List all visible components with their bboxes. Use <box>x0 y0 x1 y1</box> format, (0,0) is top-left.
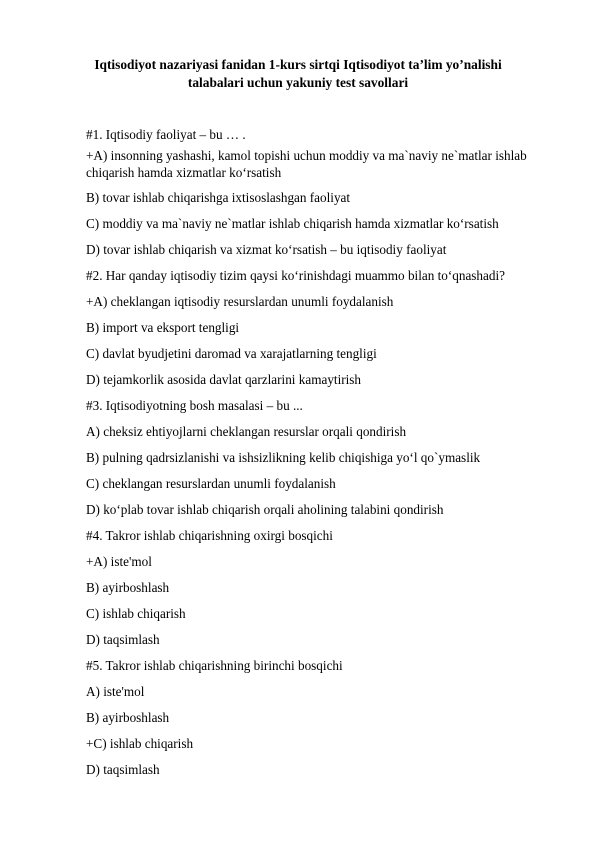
question-1-option-b: B) tovar ishlab chiqarishga ixtisoslashgan faoliyat <box>86 190 351 205</box>
question-5-option-a: A) iste'mol <box>86 684 145 699</box>
question-4-option-a: +A) iste'mol <box>86 554 152 569</box>
question-5-option-c: +C) ishlab chiqarish <box>86 736 194 751</box>
question-3-text: #3. Iqtisodiyotning bosh masalasi – bu ... <box>86 398 303 413</box>
document-title <box>60 56 536 92</box>
question-2-option-b: B) import va eksport tengligi <box>86 320 240 335</box>
question-1-option-d: D) tovar ishlab chiqarish va xizmat ko‘rsatish – bu iqtisodiy faoliyat <box>86 242 447 257</box>
question-3-option-a: A) cheksiz ehtiyojlarni cheklangan resurslar orqali qondirish <box>86 424 407 439</box>
question-5-option-b: B) ayirboshlash <box>86 710 170 725</box>
option-a-line-2: chiqarish hamda xizmatlar ko‘rsatish <box>86 165 282 180</box>
question-1-option-a <box>86 147 556 181</box>
question-1-text: #1. Iqtisodiy faoliyat – bu … . <box>86 127 246 142</box>
question-5-option-d: D) taqsimlash <box>86 762 160 777</box>
title-line-2: talabalari uchun yakuniy test savollari <box>187 75 409 90</box>
question-2-option-c: C) davlat byudjetini daromad va xarajatlarning tengligi <box>86 346 377 361</box>
question-4-option-d: D) taqsimlash <box>86 632 160 647</box>
questions-list <box>86 125 556 786</box>
question-5-text: #5. Takror ishlab chiqarishning birinchi bosqichi <box>86 658 343 673</box>
question-2-option-d: D) tejamkorlik asosida davlat qarzlarini kamaytirish <box>86 372 362 387</box>
question-3-option-c: C) cheklangan resurslardan unumli foydalanish <box>86 476 336 491</box>
question-2-option-a: +A) cheklangan iqtisodiy resurslardan unumli foydalanish <box>86 294 394 309</box>
question-3-option-b: B) pulning qadrsizlanishi va ishsizlikning kelib chiqishiga yo‘l qo`ymaslik <box>86 450 481 465</box>
question-3-option-d: D) ko‘plab tovar ishlab chiqarish orqali aholining talabini qondirish <box>86 502 444 517</box>
question-4-text: #4. Takror ishlab chiqarishning oxirgi bosqichi <box>86 528 333 543</box>
question-1-option-c: C) moddiy va ma`naviy ne`matlar ishlab chiqarish hamda xizmatlar ko‘rsatish <box>86 216 499 231</box>
title-line-1: Iqtisodiyot nazariyasi fanidan 1-kurs sirtqi Iqtisodiyot ta’lim yo’nalishi <box>94 57 502 72</box>
question-4-option-b: B) ayirboshlash <box>86 580 170 595</box>
question-2-text: #2. Har qanday iqtisodiy tizim qaysi ko‘rinishdagi muammo bilan to‘qnashadi? <box>86 268 505 283</box>
question-4-option-c: C) ishlab chiqarish <box>86 606 186 621</box>
option-a-line-1: +A) insonning yashashi, kamol topishi uchun moddiy va ma`naviy ne`matlar ishlab <box>86 148 527 163</box>
